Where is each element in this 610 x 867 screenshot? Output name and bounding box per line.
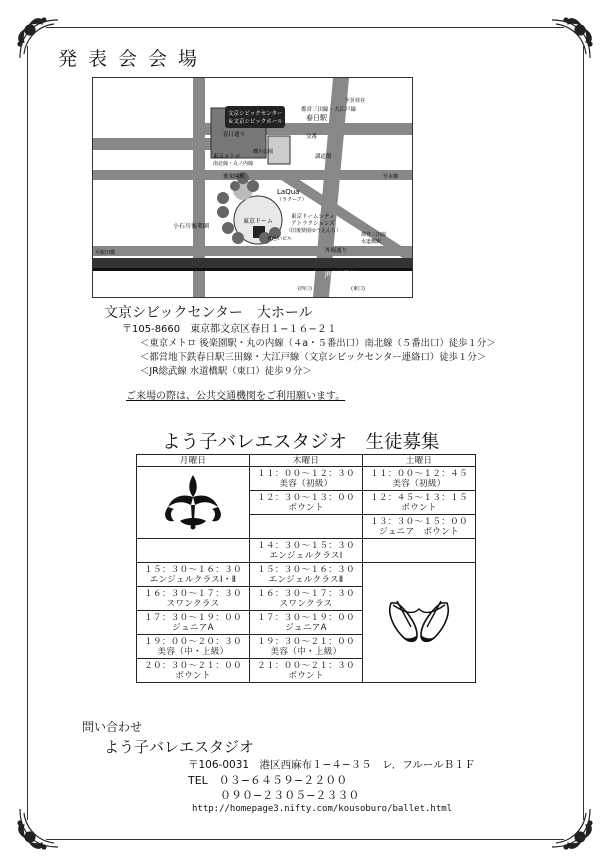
- contact-label: 問い合わせ: [82, 720, 143, 734]
- saturday-slot-2: １２：４５〜１３：１５ ボウント: [363, 491, 476, 515]
- header-monday: 月曜日: [137, 455, 250, 467]
- transport-notice: ご来場の際は、公共交通機関をご利用願います。: [126, 391, 346, 402]
- table-row: [137, 467, 476, 491]
- corner-ornament-bottom-left-icon: [14, 803, 64, 853]
- map-label-east-exit: (東口): [351, 286, 365, 292]
- map-label-metro-lines: 南北線・丸ノ内線: [213, 161, 254, 167]
- frame-top-line: [46, 27, 564, 28]
- map-label-civic-hall: ＆文京シビックホール: [228, 119, 283, 125]
- saturday-slot-empty: [363, 539, 476, 563]
- road-sotobori: [93, 246, 412, 256]
- corner-ornament-top-right-icon: [546, 14, 596, 64]
- table-row: [137, 539, 476, 563]
- map-label-park: 礫川公園: [253, 149, 274, 155]
- map-label-west-exit: (西口): [298, 286, 312, 292]
- access-metro: ＜東京メトロ 後楽園駅・丸の内線（４a・５番出口）南北線（５番出口）徒歩１分＞: [140, 338, 496, 349]
- monday-slot-4: １９：００〜２０：３０ 美容（中・上級）: [137, 635, 250, 659]
- map-label-to-iidabashi: 至飯田橋: [95, 250, 116, 256]
- map-drawing: [93, 78, 412, 297]
- table-row: [137, 563, 476, 587]
- saturday-shoes-cell: [363, 563, 476, 683]
- recruit-title: よう子バレエスタジオ 生徒募集: [162, 432, 440, 453]
- thursday-slot-7: １９：３０〜２１：００ 美容（中・上級）: [250, 635, 363, 659]
- map-label-dome-city: 東京ドームシティ: [291, 214, 335, 220]
- map-label-yuenchi: （旧後楽園ゆうえんち）: [286, 228, 342, 234]
- header-saturday: 土曜日: [363, 455, 476, 467]
- page-heading: 発表会会場: [58, 48, 209, 70]
- corner-ornament-bottom-right-icon: [546, 803, 596, 853]
- monday-slot-2: １６：３０〜１７：３０ スワンクラス: [137, 587, 250, 611]
- map-label-to-myogadani: 至茗荷谷: [345, 98, 366, 104]
- schedule-table: [136, 454, 476, 683]
- frame-bottom-line: [46, 839, 564, 840]
- saturday-slot-1: １１：００〜１２：４５ 美容（初級）: [363, 467, 476, 491]
- map-label-sanda: 都営三田線: [361, 232, 387, 238]
- header-thursday: 木曜日: [250, 455, 363, 467]
- contact-url-link[interactable]: http://homepage3.nifty.com/kousoburo/ballet.html: [192, 804, 453, 814]
- access-jr: ＜JR総武線 水道橋駅（東口）徒歩９分＞: [140, 366, 312, 377]
- river: [93, 268, 412, 271]
- frame-left-line: [27, 46, 28, 820]
- corner-ornament-top-left-icon: [14, 14, 64, 64]
- thursday-slot-6: １７：３０〜１９：００ ジュニアA: [250, 611, 363, 635]
- jr-rail-track: [93, 258, 412, 268]
- map-label-lines-top: 都営三田線・大江戸線: [301, 107, 357, 113]
- monday-slot-5: ２０：３０〜２１：００ ボウント: [137, 659, 250, 683]
- map-label-keiyo: 講道館: [315, 154, 332, 160]
- thursday-slot-empty: [250, 515, 363, 539]
- contact-studio-name: よう子バレエスタジオ: [104, 738, 255, 756]
- table-header-row: [137, 455, 476, 467]
- map-label-yellow-building: 黄色いビル: [267, 236, 293, 242]
- road-horizontal-main: [93, 170, 412, 180]
- venue-address: 〒105-8660 東京都文京区春日１−１６−２１: [122, 324, 337, 335]
- thursday-slot-2: １２：３０〜１３：００ ボウント: [250, 491, 363, 515]
- map-label-koban: 交番: [306, 134, 318, 140]
- map-label-to-hongo: 至本郷: [383, 174, 399, 180]
- monday-slot-1: １５：３０〜１６：３０ エンジェルクラスⅠ・Ⅱ: [137, 563, 250, 587]
- thursday-slot-5: １６：３０〜１７：３０ スワンクラス: [250, 587, 363, 611]
- fleur-ornament-icon: [158, 471, 228, 531]
- thursday-slot-1: １１：００〜１２：３０ 美容（初級）: [250, 467, 363, 491]
- map-label-korakuen-station: 後楽園駅: [223, 174, 246, 180]
- thursday-slot-4: １５：３０〜１６：３０ エンジェルクラスⅡ: [250, 563, 363, 587]
- frame-right-line: [583, 46, 584, 820]
- thursday-slot-3: １４：３０〜１５：３０ エンジェルクラスⅠ: [250, 539, 363, 563]
- venue-name: 文京シビックセンター 大ホール: [104, 305, 313, 321]
- ballet-shoes-icon: [383, 593, 455, 649]
- contact-tel: TEL ０３−６４５９−２２００: [188, 774, 348, 787]
- map-label-kasuga-st: 春日通り: [223, 132, 246, 138]
- map-label-tokyo-dome: 東京ドーム: [243, 218, 274, 225]
- contact-address: 〒106-0031 港区西麻布１−４−３５ レ．フルールＢ１Ｆ: [188, 759, 476, 771]
- map-label-attractions: アトラクションズ: [291, 221, 335, 227]
- monday-slot-3: １７：３０〜１９：００ ジュニアA: [137, 611, 250, 635]
- map-label-laqua: LaQua: [277, 188, 300, 196]
- saturday-slot-3: １３：３０〜１５：００ ジュニア ボウント: [363, 515, 476, 539]
- thursday-slot-8: ２１：００〜２１：３０ ボウント: [250, 659, 363, 683]
- monday-slot-empty: [137, 539, 250, 563]
- map-label-civic-center: 文京シビックセンター: [228, 111, 283, 117]
- map-label-laqua-kana: （ラクーア）: [277, 197, 307, 203]
- monday-ornament-cell: [137, 467, 250, 539]
- access-toei: ＜都営地下鉄春日駅三田線・大江戸線（文京シビックセンター連絡口）徒歩１分＞: [140, 352, 487, 363]
- map-label-metro: 東京メトロ: [213, 154, 241, 160]
- map-label-koishikawa: 小石川後楽園: [173, 223, 210, 230]
- contact-mobile: ０９０−２３０５−２３３０: [220, 789, 360, 802]
- venue-map: [92, 77, 413, 298]
- map-label-suidobashi: 水道橋駅: [361, 239, 382, 245]
- map-label-kasuga: 春日駅: [306, 114, 327, 122]
- map-label-jr: JR水道橋駅: [325, 271, 355, 278]
- map-label-sotobori: 外堀通り: [325, 248, 348, 254]
